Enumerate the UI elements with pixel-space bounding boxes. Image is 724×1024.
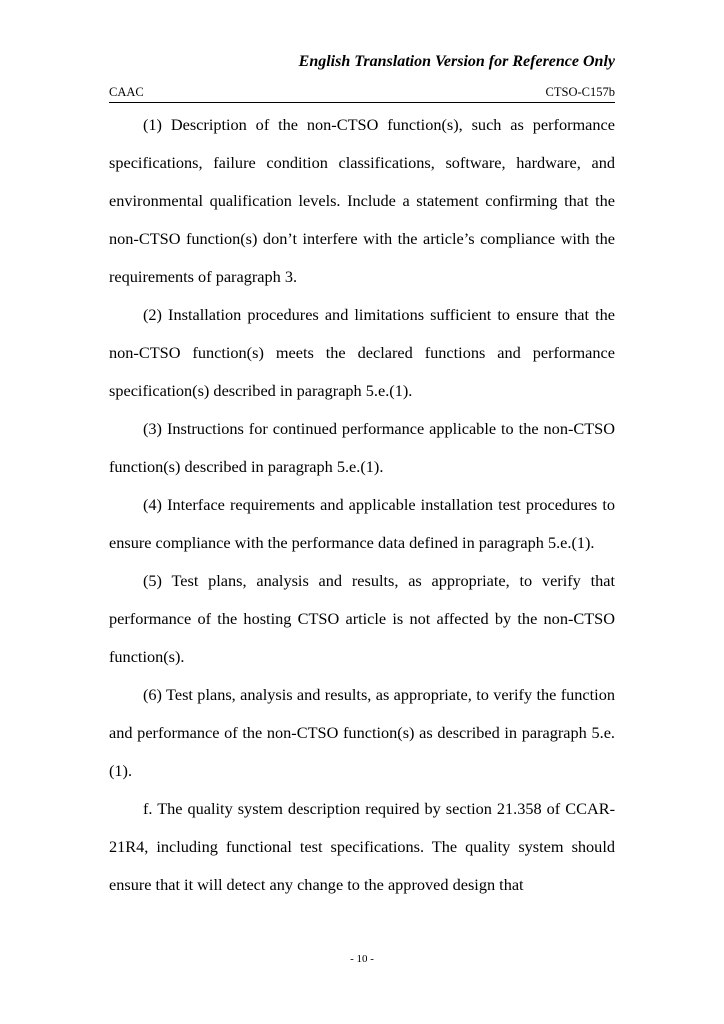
paragraph-4: (4) Interface requirements and applicable installation test procedures to ensure compliance with the performance data defined in paragraph 5.e.(1).	[109, 495, 615, 552]
paragraph-5: (5) Test plans, analysis and results, as appropriate, to verify that performance of the hosting CTSO article is not affected by the non-CTSO function(s).	[109, 571, 615, 666]
running-header	[109, 84, 615, 103]
paragraph-1: (1) Description of the non-CTSO function(s), such as performance specifications, failure condition classifications, software, hardware, and environmental qualification levels. Include a statement confirming that the non-CTSO function(s) don’t interfere with the article’s compliance with the requirements of paragraph 3.	[109, 115, 615, 286]
body-text	[109, 106, 615, 904]
paragraph-2: (2) Installation procedures and limitations sufficient to ensure that the non-CTSO function(s) meets the declared functions and performance specification(s) described in paragraph 5.e.(1).	[109, 305, 615, 400]
header-organization: CAAC	[109, 85, 144, 99]
paragraph-6: (6) Test plans, analysis and results, as appropriate, to verify the function and performance of the non-CTSO function(s) as described in paragraph 5.e.(1).	[109, 685, 615, 780]
header-document-id: CTSO-C157b	[545, 85, 615, 99]
paragraph-3: (3) Instructions for continued performance applicable to the non-CTSO function(s) described in paragraph 5.e.(1).	[109, 419, 615, 476]
translation-disclaimer: English Translation Version for Reference Only	[298, 53, 615, 70]
page-number: - 10 -	[350, 953, 374, 965]
paragraph-f: f. The quality system description required by section 21.358 of CCAR-21R4, including functional test specifications. The quality system should ensure that it will detect any change to the approved design that	[109, 799, 615, 894]
